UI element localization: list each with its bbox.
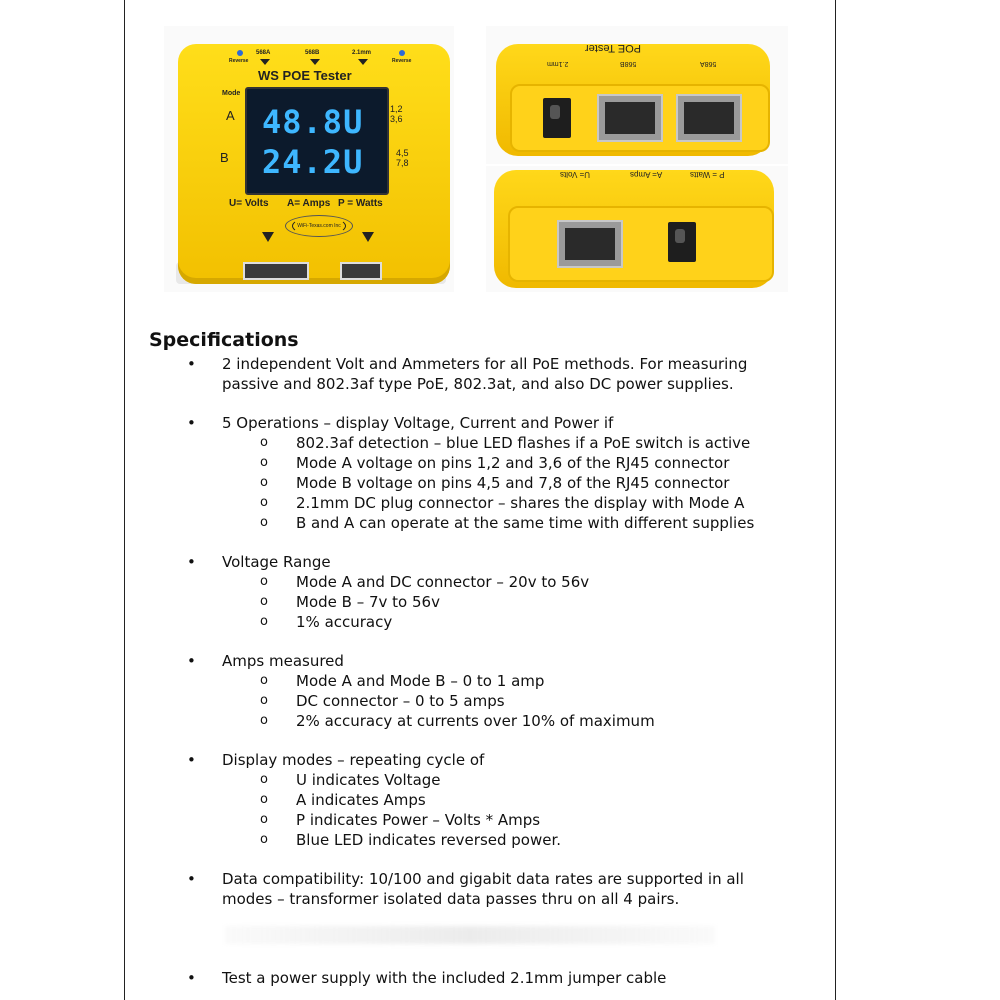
sub-bullet: o (260, 832, 268, 847)
sub-bullet: o (260, 435, 268, 450)
wifi-signal-icon (289, 221, 297, 231)
spec-2-text: 5 Operations – display Voltage, Current and Power if (222, 414, 614, 432)
sub-bullet: o (260, 673, 268, 688)
port-label-2-1mm: 2.1mm (352, 50, 372, 56)
spec-3-text: Voltage Range (222, 553, 331, 571)
pins-a-2: 3,6 (390, 114, 403, 124)
spec-5-sub-2: A indicates Amps (296, 791, 426, 809)
dc-jack-icon (668, 222, 696, 262)
arrow-down-icon (262, 232, 274, 242)
display-mode-a-value: 48.8U (262, 103, 364, 141)
rj45-port-icon (557, 220, 623, 268)
bullet-dot: • (187, 652, 196, 670)
bullet-dot: • (187, 355, 196, 373)
logo-text: WiFi-Texas.com Inc (297, 223, 341, 229)
flipped-legend-watts: P = Watts (690, 170, 725, 179)
dc-jack-icon (340, 262, 382, 280)
flipped-568a: 568A (700, 60, 717, 67)
spec-6-line-2: modes – transformer isolated data passes thru on all 4 pairs. (222, 890, 680, 908)
spec-2-sub-4: 2.1mm DC plug connector – shares the display with Mode A (296, 494, 745, 512)
legend-amps: A= Amps (287, 198, 331, 209)
spec-3-sub-2: Mode B – 7v to 56v (296, 593, 440, 611)
specifications-heading: Specifications (149, 329, 299, 351)
bullet-dot: • (187, 553, 196, 571)
sub-bullet: o (260, 792, 268, 807)
wifi-signal-icon (341, 221, 349, 231)
spec-4-sub-3: 2% accuracy at currents over 10% of maximum (296, 712, 655, 730)
sub-bullet: o (260, 614, 268, 629)
sub-bullet: o (260, 772, 268, 787)
sub-bullet: o (260, 475, 268, 490)
arrow-down-icon (358, 59, 368, 65)
mode-label: Mode (222, 90, 241, 97)
spec-2-sub-3: Mode B voltage on pins 4,5 and 7,8 of the RJ45 connector (296, 474, 730, 492)
flipped-legend-volts: U= Volts (560, 170, 591, 179)
device-title: WS POE Tester (258, 68, 352, 83)
rj45-port-icon (676, 94, 742, 142)
sub-bullet: o (260, 495, 268, 510)
spec-2-sub-2: Mode A voltage on pins 1,2 and 3,6 of the RJ45 connector (296, 454, 730, 472)
mode-a-letter: A (226, 108, 235, 123)
legend-watts: P = Watts (338, 198, 383, 209)
arrow-down-icon (260, 59, 270, 65)
spec-4-sub-1: Mode A and Mode B – 0 to 1 amp (296, 672, 545, 690)
spec-5-sub-4: Blue LED indicates reversed power. (296, 831, 562, 849)
spec-6-line-1: Data compatibility: 10/100 and gigabit data rates are supported in all (222, 870, 744, 888)
spec-5-text: Display modes – repeating cycle of (222, 751, 485, 769)
pins-b-2: 7,8 (396, 158, 409, 168)
spec-5-sub-3: P indicates Power – Volts * Amps (296, 811, 541, 829)
spec-1-line-1: 2 independent Volt and Ammeters for all PoE methods. For measuring (222, 355, 748, 373)
flipped-2-1mm: 2.1mm (547, 60, 569, 67)
spec-7-text: Test a power supply with the included 2.1mm jumper cable (222, 969, 667, 987)
mode-b-letter: B (220, 150, 229, 165)
dc-jack-icon (543, 98, 571, 138)
reverse-led-left (237, 50, 243, 56)
bullet-dot: • (187, 870, 196, 888)
bullet-dot: • (187, 751, 196, 769)
spec-2-sub-5: B and A can operate at the same time with different supplies (296, 514, 755, 532)
display-mode-b-value: 24.2U (262, 143, 364, 181)
legend-volts: U= Volts (229, 198, 269, 209)
pins-b-1: 4,5 (396, 148, 409, 158)
spec-4-sub-2: DC connector – 0 to 5 amps (296, 692, 505, 710)
sub-bullet: o (260, 812, 268, 827)
spec-4-text: Amps measured (222, 652, 344, 670)
flipped-568b: 568B (620, 60, 637, 67)
sub-bullet: o (260, 455, 268, 470)
spec-3-sub-3: 1% accuracy (296, 613, 393, 631)
rj45-port-icon (243, 262, 309, 280)
flipped-legend-amps: A= Amps (630, 170, 663, 179)
flipped-title: POE Tester (585, 42, 642, 54)
reverse-label-right: Reverse (392, 58, 412, 64)
spec-3-sub-1: Mode A and DC connector – 20v to 56v (296, 573, 590, 591)
sub-bullet: o (260, 515, 268, 530)
sub-bullet: o (260, 693, 268, 708)
reverse-led-right (399, 50, 405, 56)
spec-2-sub-1: 802.3af detection – blue LED flashes if a PoE switch is active (296, 434, 751, 452)
lcd-display (245, 87, 389, 195)
device-end-face (508, 206, 774, 282)
faded-text-artifact (225, 926, 715, 944)
arrow-down-icon (310, 59, 320, 65)
arrow-down-icon (362, 232, 374, 242)
sub-bullet: o (260, 574, 268, 589)
spec-5-sub-1: U indicates Voltage (296, 771, 441, 789)
rj45-port-icon (597, 94, 663, 142)
bullet-dot: • (187, 969, 196, 987)
port-label-568b: 568B (305, 50, 320, 56)
bullet-dot: • (187, 414, 196, 432)
pins-a-1: 1,2 (390, 104, 403, 114)
reverse-label-left: Reverse (229, 58, 249, 64)
sub-bullet: o (260, 713, 268, 728)
wifi-texas-logo (285, 215, 353, 237)
port-label-568a: 568A (256, 50, 271, 56)
spec-1-line-2: passive and 802.3af type PoE, 802.3at, and also DC power supplies. (222, 375, 734, 393)
sub-bullet: o (260, 594, 268, 609)
